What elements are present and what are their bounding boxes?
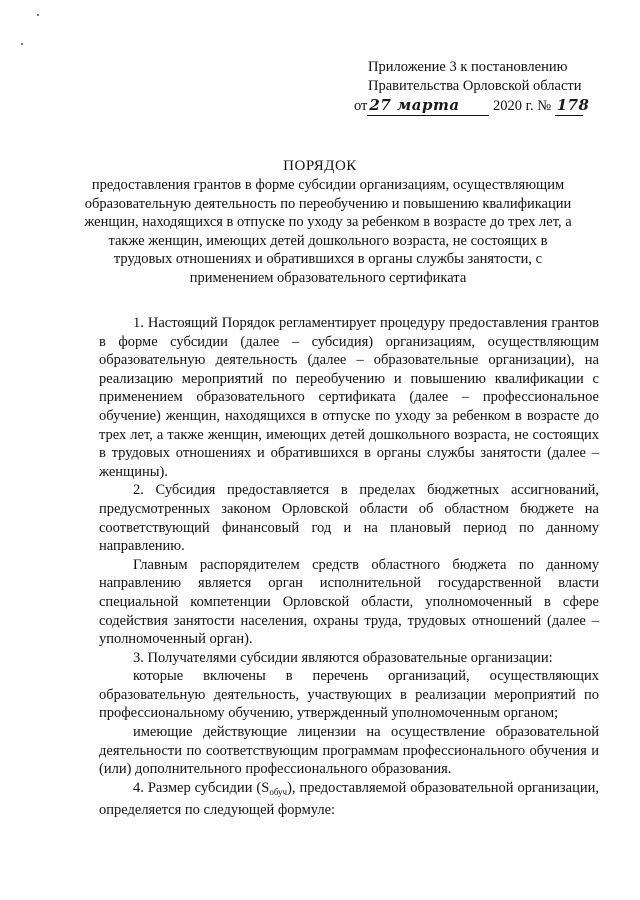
paragraph-1: 1. Настоящий Порядок регламентирует процедуру предоставления грантов в форме субсидии (далее – субсидия) организациям, осуществляющим образовательную деятельность (далее – образовательные организации), на реализацию мероприятий по переобучению и повышению квалификации с применением образовательного сертификата (далее – профессиональное обучение) женщин, находящихся в отпуске по уходу за ребенком в возрасте до трех лет, а также женщин, имеющих детей дошкольного возраста, не состоящих в трудовых отношениях и обратившихся в органы службы занятости (далее – женщины).	[99, 315, 599, 480]
p7-after: ), предоставляемой образовательной организации, определяется по следующей формуле:	[99, 779, 599, 819]
document-title: ПОРЯДОК	[283, 158, 357, 174]
annex-header	[354, 58, 604, 116]
date-prefix: от	[354, 98, 368, 114]
handwritten-date: 27 марта	[367, 96, 489, 116]
paragraph-3: Главным распорядителем средств областного бюджета по данному направлению является орган исполнительной государственной власти специальной компетенции Орловской области, уполномоченный в сфере содействия занятости населения, охраны труда, трудовых отношений (далее – уполномоченный орган).	[99, 556, 599, 648]
handwritten-number: 178	[556, 96, 590, 114]
scan-speck	[21, 43, 23, 45]
p7-before: 4. Размер субсидии (S	[133, 779, 270, 796]
annex-line-2: Правительства Орловской области	[368, 78, 582, 94]
annex-date-line	[354, 96, 604, 116]
subsidy-subscript: обуч	[269, 786, 288, 797]
paragraph-2: 2. Субсидия предоставляется в пределах бюджетных ассигнований, предусмотренных законом Орловской области об областном бюджете на соответствующий финансовый год и на плановый период по данному направлению.	[99, 482, 599, 555]
paragraph-6: имеющие действующие лицензии на осуществление образовательной деятельности по соответствующим программам профессионального обучения и (или) дополнительного профессионального образования.	[99, 724, 599, 778]
document-subtitle: предоставления грантов в форме субсидии организациям, осуществляющим образовательную деятельность по переобучению и повышению квалификации женщин, находящихся в отпуске по уходу за ребенком в возрасте до трех лет, а также женщин, имеющих детей дошкольного возраста, не состоящих в трудовых отношениях и обратившихся в органы службы занятости, с применением образовательного сертификата	[84, 177, 572, 286]
document-body	[99, 314, 599, 820]
scan-speck	[37, 14, 39, 16]
annex-line-1: Приложение 3 к постановлению	[368, 59, 568, 75]
year-text: 2020 г. №	[493, 98, 552, 114]
paragraph-4: 3. Получателями субсидии являются образовательные организации:	[133, 649, 553, 666]
paragraph-5: которые включены в перечень организаций, осуществляющих образовательную деятельность, участвующих в реализации мероприятий по профессиональному обучению, утвержденный уполномоченным органом;	[99, 668, 599, 722]
paragraph-7	[99, 779, 599, 820]
